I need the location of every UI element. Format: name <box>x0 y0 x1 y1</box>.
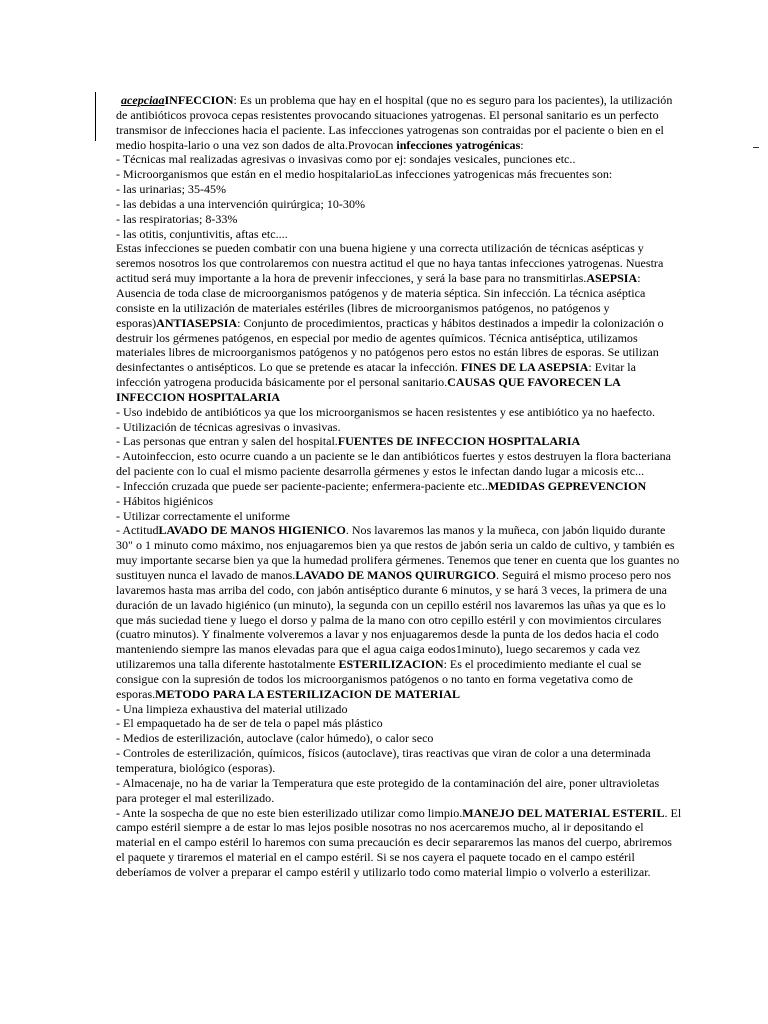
paragraph-l10 <box>116 449 682 479</box>
heading-run: ASEPSIA <box>586 271 638 286</box>
text-run: : Evitar la infección yatrogena producida básicamente por el personal sanitario. <box>116 360 636 390</box>
text-run: - Una limpieza exhaustiva del material utilizado <box>116 701 348 716</box>
text-run: : Es el procedimiento mediante el cual se consigue con la supresión de todos los microorganismos patógenos o no tanto en forma vegetativa como de esporas. <box>116 657 642 701</box>
text-run: . El campo estéril siempre a de estar lo mas lejos posible nosotras no nos acercaremos mucho, al ir depositando el material en el campo estéril lo haremos con suma precaución es decir separaremos las manos del cuerpo, abriremos el paquete y tiraremos el material en el campo estéril. Si se nos cayera el paquete tocado en el campo estéril deberíamos de volver a preparar el campo estéril y utilizarlo todo como material limpio o volverlo a esterilizar. <box>116 805 682 879</box>
paragraph-l13 <box>116 509 682 524</box>
document-body <box>116 93 682 880</box>
heading-run: ESTERILIZACION <box>338 657 444 672</box>
paragraph-l7 <box>116 405 682 420</box>
heading-run: FINES DE LA ASEPSIA <box>460 360 589 375</box>
paragraph-p_intro <box>116 93 682 152</box>
paragraph-p_asepsia <box>116 241 682 404</box>
text-run: - las debidas a una intervención quirúrgica; 10-30% <box>116 196 366 211</box>
paragraph-l19 <box>116 776 682 806</box>
paragraph-l2 <box>116 167 682 182</box>
acepciaa-label: acepciaa <box>121 93 165 107</box>
paragraph-l1 <box>116 152 682 167</box>
heading-run: ANTIASEPSIA <box>156 315 238 330</box>
heading-run: METODO PARA LA ESTERILIZACION DE MATERIAL <box>155 686 461 701</box>
paragraph-l18 <box>116 746 682 776</box>
text-run: Estas infecciones se pueden combatir con una buena higiene y una correcta utilización de técnicas asépticas y seremos nosotros los que controlaremos con nuestra actitud el que no haya tantas infecciones yatrogenas. Nuestra actitud será muy importante a la hora de prevenir infecciones, y será la base para no transmitirlas. <box>116 241 664 286</box>
text-run: - Almacenaje, no ha de variar la Temperatura que este protegido de la contaminación del aire, poner ultravioletas para proteger el mal esterilizado. <box>116 775 660 805</box>
paragraph-l9 <box>116 434 682 449</box>
paragraph-l8 <box>116 420 682 435</box>
text-run: : <box>520 137 524 152</box>
paragraph-l12 <box>116 494 682 509</box>
text-run: - Controles de esterilización, químicos, físicos (autoclave), tiras reactivas que viran de color a una determinada temperatura, biológico (esporas). <box>116 746 651 775</box>
paragraph-l5 <box>116 212 682 227</box>
paragraph-l6 <box>116 227 682 242</box>
text-run: - Utilización de técnicas agresivas o invasivas. <box>116 419 341 434</box>
paragraph-l14 <box>116 523 682 701</box>
text-run: : Es un problema que hay en el hospital (que no es seguro para los pacientes), la utilización de antibióticos provoca cepas resistentes provocando situaciones yatrogenas. El personal sanitario es un perfecto transmisor de infecciones hacia el paciente. Las infecciones yatrogenas son contraidas por el paciente o bien en el medio hospita-lario o una vez son dados de alta.Provocan <box>116 93 673 152</box>
text-run: - Ante la sospecha de que no este bien esterilizado utilizar como limpio. <box>116 805 463 820</box>
text-run: : Ausencia de toda clase de microorganismos patógenos y de materia séptica. Sin infección. La técnica aséptica consiste en la utilización de materiales estériles (libres de microorganismos patógenos, no patógenos y esporas) <box>116 271 646 330</box>
text-run: - Uso indebido de antibióticos ya que los microorganismos se hacen resistentes y ese antibiótico ya no haefecto. <box>116 404 656 419</box>
text-run: - Actitud <box>116 523 159 538</box>
paragraph-l20 <box>116 806 682 880</box>
paragraph-l3 <box>116 182 682 197</box>
text-run: - las urinarias; 35-45% <box>116 182 227 197</box>
text-run: - Utilizar correctamente el uniforme <box>116 508 290 523</box>
heading-run: LAVADO DE MANOS HIGIENICO <box>158 523 346 538</box>
text-run: - Medios de esterilización, autoclave (calor húmedo), o calor seco <box>116 731 434 746</box>
heading-run: FUENTES DE INFECCION HOSPITALARIA <box>337 434 581 449</box>
text-run: - Infección cruzada que puede ser paciente-paciente; enfermera-paciente etc.. <box>116 478 488 493</box>
text-run: - las respiratorias; 8-33% <box>116 211 238 226</box>
margin-dash-mark <box>753 147 759 148</box>
heading-run: MEDIDAS GEPREVENCION <box>487 478 647 493</box>
margin-change-bar <box>95 92 96 141</box>
text-run: - Hábitos higiénicos <box>116 493 214 508</box>
heading-run: LAVADO DE MANOS QUIRURGICO <box>295 568 497 582</box>
text-run: : Conjunto de procedimientos, practicas y hábitos destinados a impedir la colonización o destruir los gérmenes patógenos, en especial por medio de agentes químicos. Técnica antiséptica, utilizamos materiales libres de microorganismos patógenos y no patógenos pero estos no están libres de esporas. Se utilizan desinfectantes o antisépticos. Lo que se pretende es atacar la infección. <box>116 315 664 375</box>
heading-run: CAUSAS QUE FAVORECEN LA INFECCION HOSPITALARIA <box>116 375 621 404</box>
paragraph-l15 <box>116 702 682 717</box>
text-run: - Técnicas mal realizadas agresivas o invasivas como por ej: sondajes vesicales, punciones etc.. <box>116 152 576 167</box>
paragraph-l16 <box>116 716 682 731</box>
text-run: - Las personas que entran y salen del hospital. <box>116 434 338 449</box>
text-run: . Seguirá el mismo proceso pero nos lavaremos hasta mas arriba del codo, con jabón antiséptico durante 6 minutos, y se hará 3 veces, la primera de una duración de un lavado higiénico (un minuto), la segunda con un cepillo estéril nos lavaremos las uñas ya que es lo que más suciedad tiene y luego el dorso y palma de la mano con otro cepillo estéril y con movimientos circulares (cuatro minutos). Y finalmente volveremos a lavar y nos enjuagaremos desde la punta de los dedos hacia el codo manteniendo siempre las manos elevadas para que el agua caiga eodos1minuto), luego secaremos y cada vez utilizaremos una talla diferente hastotalmente <box>116 568 672 672</box>
text-run: . Nos lavaremos las manos y la muñeca, con jabón liquido durante 30" o 1 minuto como máximo, nos enjuagaremos bien ya que restos de jabón seria un caldo de cultivo, y también es muy importante secarse bien ya que la humedad prolifera gérmenes. Tenemos que tener en cuenta que los guantes no sustituyen nunca el lavado de manos. <box>116 523 680 582</box>
text-run: - Microorganismos que están en el medio hospitalarioLas infecciones yatrogenicas más frecuentes son: <box>116 167 613 182</box>
paragraph-l4 <box>116 197 682 212</box>
paragraph-l11 <box>116 479 682 494</box>
heading-run: INFECCION <box>164 93 234 107</box>
heading-run: MANEJO DEL MATERIAL ESTERIL <box>462 805 665 820</box>
text-run: - las otitis, conjuntivitis, aftas etc.... <box>116 226 288 241</box>
text-run: - Autoinfeccion, esto ocurre cuando a un paciente se le dan antibióticos fuertes y estos destruyen la flora bacteriana del paciente con lo cual el mismo paciente desarrolla gérmenes y estos le infectan dando lugar a micosis etc... <box>116 449 671 479</box>
paragraph-l17 <box>116 731 682 746</box>
heading-run: infecciones yatrogénicas <box>396 137 521 152</box>
text-run: - El empaquetado ha de ser de tela o papel más plástico <box>116 716 383 731</box>
